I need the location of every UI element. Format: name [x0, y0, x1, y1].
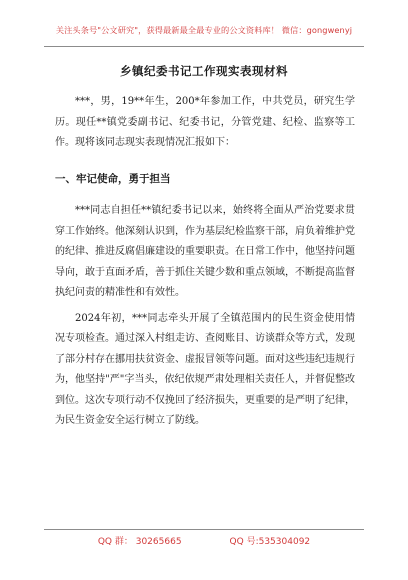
- header-divider: [44, 46, 364, 47]
- footer-divider: [44, 529, 364, 530]
- body-paragraph: ***同志自担任**镇纪委书记以来，始终将全面从严治党要求贯穿工作始终。他深刻认识到，作为基层纪检监察干部，肩负着维护党的纪律、推进反腐倡廉建设的重要职责。在日常工作中，他坚持问题导向，敢于直面矛盾，善于抓住关键少数和重点领域，不断提高监督执纪问责的精准性和有效性。: [55, 205, 355, 298]
- qq-group-text: QQ 群： 30265665: [97, 537, 182, 547]
- qq-number-text: QQ 号:535304092: [229, 537, 311, 547]
- document-title: 乡镇纪委书记工作现实表现材料: [120, 64, 288, 78]
- body-paragraph: 2024年初，***同志牵头开展了全镇范围内的民生资金使用情况专项检查。通过深入村组走访、查阅账目、访谈群众等方式，发现了部分村存在挪用扶贫资金、虚报冒领等问题。面对这些违纪违规行为，他坚持"严"字当头，依纪依规严肃处理相关责任人，并督促整改到位。这次专项行动不仅挽回了经济损失，更重要的是严明了纪律，为民生资金安全运行树立了防线。: [55, 312, 355, 426]
- document-body: [55, 92, 355, 432]
- footer: [0, 534, 408, 547]
- header-banner: 关注头条号"公文研究"，获得最新最全最专业的公文资料库！ 微信：gongwenyj: [55, 25, 353, 35]
- section-heading: 一、牢记使命，勇于担当: [55, 172, 171, 185]
- intro-paragraph: ***，男，19**年生，200*年参加工作，中共党员，研究生学历。现任**镇党委副书记、纪委书记，分管党建、纪检、监察等工作。现将该同志现实表现情况汇报如下：: [55, 96, 355, 148]
